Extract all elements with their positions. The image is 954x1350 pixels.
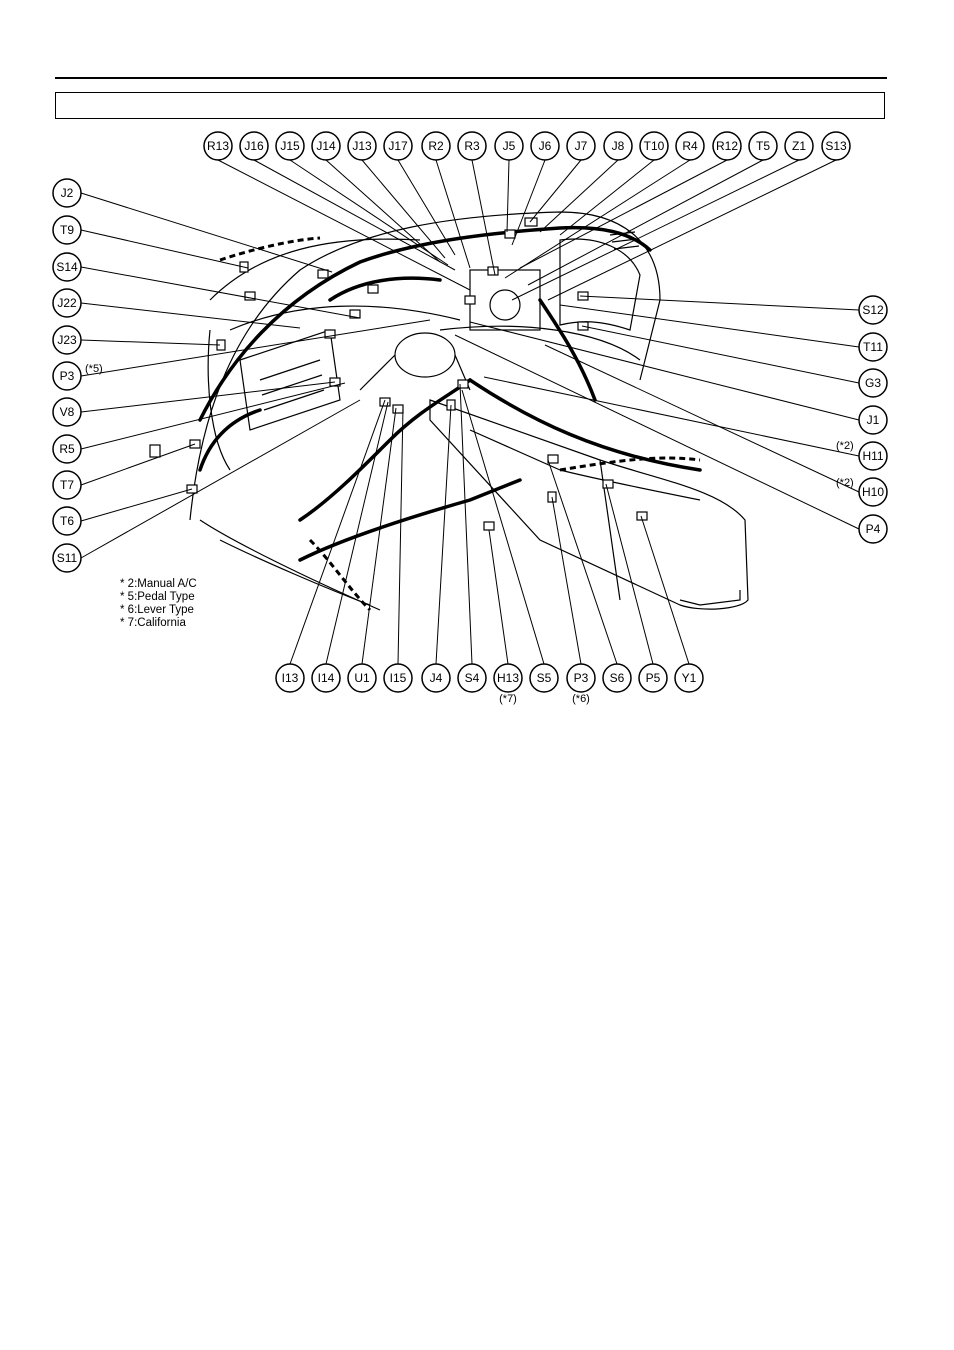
label-h13 (494, 664, 522, 692)
label-t7 (53, 471, 81, 499)
leader-line (520, 160, 727, 268)
label-j15 (276, 132, 304, 160)
leader-line (462, 390, 544, 664)
label-p4 (859, 515, 887, 543)
leader-line (254, 160, 455, 270)
label-u1 (348, 664, 376, 692)
label-j14 (312, 132, 340, 160)
vehicle-drawing (190, 212, 748, 610)
right-label-column (836, 296, 887, 543)
leader-line (290, 160, 448, 265)
svg-text:P3: P3 (573, 671, 589, 685)
svg-text:R3: R3 (464, 139, 480, 153)
svg-text:J17: J17 (388, 139, 408, 153)
svg-text:J2: J2 (60, 186, 74, 200)
leader-line (580, 296, 859, 310)
leader-line (560, 305, 859, 347)
leader-line (484, 377, 859, 456)
label-r3 (458, 132, 486, 160)
leader-line (460, 384, 472, 664)
svg-text:U1: U1 (354, 671, 370, 685)
leader-line (582, 326, 859, 383)
footnote-pedal-type: * 5:Pedal Type (120, 591, 195, 603)
svg-text:H11: H11 (862, 449, 884, 463)
label-r2 (422, 132, 450, 160)
leader-line (81, 320, 430, 376)
label-j13 (348, 132, 376, 160)
svg-text:T9: T9 (59, 223, 75, 237)
leader-line (398, 160, 455, 255)
label-h10 (859, 478, 887, 506)
label-j17 (384, 132, 412, 160)
svg-text:T7: T7 (59, 478, 75, 492)
footnote-california: * 7:California (120, 617, 186, 629)
leader-line (81, 230, 248, 268)
svg-text:J15: J15 (280, 139, 300, 153)
leader-line (512, 160, 545, 245)
leader-line (552, 497, 581, 664)
leader-line (507, 160, 509, 232)
svg-text:R4: R4 (682, 139, 698, 153)
label-s4 (458, 664, 486, 692)
footnote-legend (120, 578, 197, 630)
svg-text:T10: T10 (643, 139, 665, 153)
svg-text:J22: J22 (57, 296, 77, 310)
label-r5 (53, 435, 81, 463)
note-p3-bottom: (*6) (572, 693, 590, 705)
svg-text:J8: J8 (611, 139, 625, 153)
svg-text:J6: J6 (538, 139, 552, 153)
leader-line (436, 405, 451, 664)
label-j6 (531, 132, 559, 160)
label-g3 (859, 369, 887, 397)
svg-text:J5: J5 (502, 139, 516, 153)
svg-text:P3: P3 (59, 369, 75, 383)
label-p5 (639, 664, 667, 692)
label-v8 (53, 398, 81, 426)
label-z1 (785, 132, 813, 160)
svg-text:S11: S11 (56, 551, 78, 565)
label-t9 (53, 216, 81, 244)
svg-text:R12: R12 (715, 139, 739, 153)
leader-line (489, 530, 508, 664)
svg-text:R13: R13 (206, 139, 230, 153)
wire-harnesses (200, 228, 700, 560)
label-j22 (53, 289, 81, 317)
note-h13: (*7) (499, 693, 517, 705)
leader-line (326, 160, 440, 262)
leader-line (528, 160, 763, 285)
top-label-row (204, 132, 850, 160)
label-i15 (384, 664, 412, 692)
svg-text:T11: T11 (863, 340, 883, 354)
svg-text:J23: J23 (57, 333, 77, 347)
svg-text:H13: H13 (496, 671, 520, 685)
svg-text:J4: J4 (429, 671, 443, 685)
label-t11 (859, 333, 887, 361)
label-j8 (604, 132, 632, 160)
label-i13 (276, 664, 304, 692)
label-j7 (567, 132, 595, 160)
svg-text:P5: P5 (645, 671, 661, 685)
label-t10 (640, 132, 668, 160)
label-y1 (675, 664, 703, 692)
note-h11: (*2) (836, 440, 854, 452)
label-j4 (422, 664, 450, 692)
leader-line (81, 193, 332, 272)
svg-text:H10: H10 (861, 485, 885, 499)
svg-text:S12: S12 (862, 303, 884, 317)
label-p3-bottom (567, 664, 595, 692)
leader-line (362, 160, 445, 258)
svg-text:J1: J1 (866, 413, 880, 427)
label-t6 (53, 507, 81, 535)
bottom-label-row (276, 664, 703, 705)
svg-text:J14: J14 (316, 139, 336, 153)
svg-text:J13: J13 (352, 139, 372, 153)
label-h11 (859, 442, 887, 470)
leader-line (81, 303, 300, 328)
label-j16 (240, 132, 268, 160)
footnote-manual-ac: * 2:Manual A/C (120, 578, 197, 590)
label-r4 (676, 132, 704, 160)
label-s5 (530, 664, 558, 692)
svg-text:I14: I14 (317, 671, 335, 685)
label-i14 (312, 664, 340, 692)
svg-text:P4: P4 (865, 522, 881, 536)
label-s12 (859, 296, 887, 324)
svg-text:T6: T6 (59, 514, 75, 528)
leader-line (548, 460, 617, 664)
label-j5 (495, 132, 523, 160)
label-s6 (603, 664, 631, 692)
svg-text:S6: S6 (609, 671, 625, 685)
svg-text:Y1: Y1 (681, 671, 697, 685)
label-t5 (749, 132, 777, 160)
svg-text:T5: T5 (755, 139, 771, 153)
leader-line (326, 402, 388, 664)
svg-text:J16: J16 (244, 139, 264, 153)
label-s13 (822, 132, 850, 160)
leader-line (398, 408, 403, 664)
label-j1 (859, 406, 887, 434)
svg-text:S5: S5 (536, 671, 552, 685)
note-p3-left: (*5) (85, 363, 103, 375)
label-j2 (53, 179, 81, 207)
leader-line (362, 408, 396, 664)
label-p3-left (53, 362, 81, 390)
connectors (150, 218, 647, 530)
svg-text:R5: R5 (59, 442, 75, 456)
left-label-column (53, 179, 103, 572)
label-r12 (713, 132, 741, 160)
footnote-lever-type: * 6:Lever Type (120, 604, 194, 616)
svg-text:S4: S4 (464, 671, 480, 685)
svg-text:R2: R2 (428, 139, 444, 153)
svg-text:I15: I15 (389, 671, 407, 685)
leader-line (560, 160, 654, 235)
label-r13 (204, 132, 232, 160)
leader-line (455, 335, 859, 529)
svg-text:G3: G3 (864, 376, 882, 390)
svg-text:S14: S14 (56, 260, 78, 274)
label-s11 (53, 544, 81, 572)
leader-line (545, 345, 859, 492)
svg-text:Z1: Z1 (791, 139, 807, 153)
note-h10: (*2) (836, 477, 854, 489)
label-s14 (53, 253, 81, 281)
label-j23 (53, 326, 81, 354)
svg-text:V8: V8 (59, 405, 75, 419)
svg-text:J7: J7 (574, 139, 588, 153)
leader-line (81, 444, 195, 485)
leader-line (81, 400, 360, 558)
leader-line (81, 340, 220, 345)
svg-text:I13: I13 (281, 671, 299, 685)
wire-harnesses-dashed (220, 238, 700, 610)
svg-text:S13: S13 (825, 139, 847, 153)
